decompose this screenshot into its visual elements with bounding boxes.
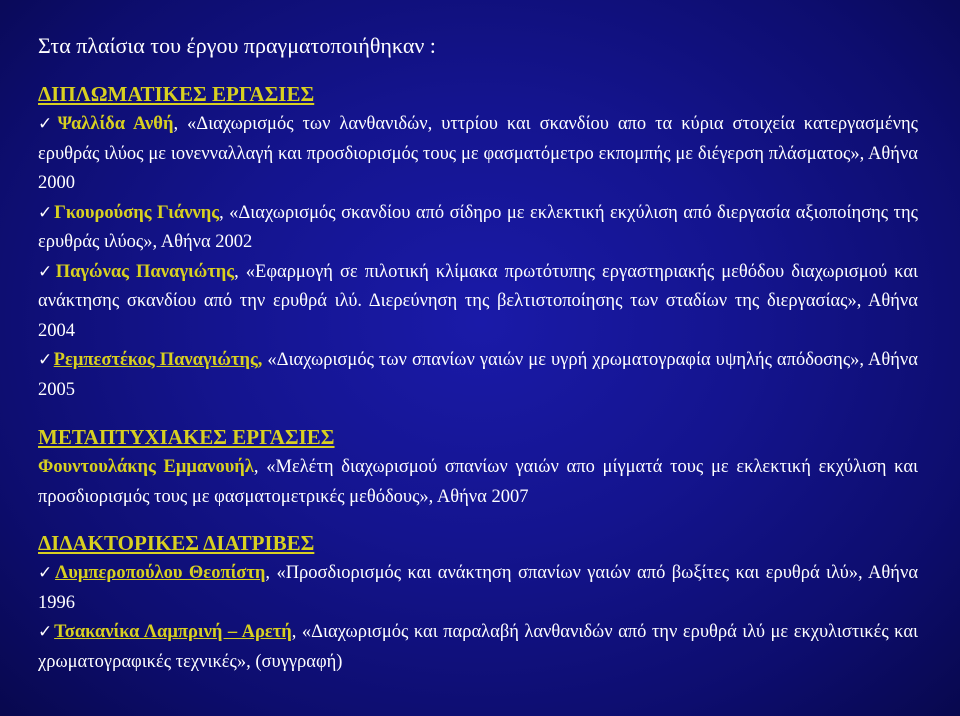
list-item — [38, 346, 918, 405]
check-icon: ✓ — [38, 202, 54, 223]
thesis-description: «Διαχωρισμός των σπανίων γαιών με υγρή χρωματογραφία υψηλής απόδοσης», Αθήνα 2005 — [38, 350, 918, 400]
section-heading-doctoral: ΔΙΔΑΚΤΟΡΙΚΕΣ ΔΙΑΤΡΙΒΕΣ — [38, 531, 315, 555]
check-icon: ✓ — [38, 563, 55, 583]
thesis-description: , «Εφαρμογή σε πιλοτική κλίμακα πρωτότυπης εργαστηριακής μεθόδου διαχωρισμού και ανάκτησης σκανδίου από την ερυθρά ιλύ. Διερεύνηση της βελτιστοποίησης των σταδίων της διεργασίας», Αθήνα 2004 — [38, 261, 918, 341]
list-item — [38, 258, 918, 347]
author-name: Φουντουλάκης Εμμανουήλ — [38, 457, 254, 477]
check-icon: ✓ — [38, 114, 57, 134]
list-item — [38, 110, 918, 199]
author-name: Λυμπεροπούλου Θεοπίστη — [55, 563, 266, 583]
thesis-description: , «Προσδιορισμός και ανάκτηση σπανίων γαιών από βωξίτες και ερυθρά ιλύ», Αθήνα 1996 — [38, 563, 919, 613]
author-name: Ψαλλίδα Ανθή — [57, 114, 174, 134]
author-name: Ρεμπεστέκος Παναγιώτης, — [53, 350, 263, 370]
section-heading-diploma: ΔΙΠΛΩΜΑΤΙΚΕΣ ΕΡΓΑΣΙΕΣ — [38, 82, 315, 106]
thesis-description: , «Διαχωρισμός και παραλαβή λανθανιδών από την ερυθρά ιλύ με εκχυλιστικές και χρωματογραφικές τεχνικές», (συγγραφή) — [38, 622, 918, 672]
thesis-description: , «Μελέτη διαχωρισμού σπανίων γαιών απο μίγματά τους με εκλεκτική εκχύλιση και προσδιορισμός τους με φασματομετρικές μεθόδους», Αθήνα 2007 — [38, 457, 919, 507]
check-icon: ✓ — [38, 350, 53, 370]
list-item — [38, 559, 918, 618]
section-heading-masters: ΜΕΤΑΠΤΥΧΙΑΚΕΣ ΕΡΓΑΣΙΕΣ — [38, 425, 335, 449]
list-item — [38, 618, 918, 677]
slide — [38, 30, 918, 710]
list-item — [38, 199, 918, 258]
author-name: Παγώνας Παναγιώτης — [55, 261, 235, 282]
thesis-description: , «Διαχωρισμός των λανθανιδών, υττρίου και σκανδίου απο τα κύρια στοιχεία κατεργασμένης ερυθράς ιλύος με ιονενναλλαγή και προσδιορισμός τους με φασματόμετρο εκπομπής με διέγερση πλάσματος», Αθήνα 2000 — [38, 114, 918, 193]
author-name: Τσακανίκα Λαμπρινή – Αρετή — [54, 622, 292, 642]
intro-text: Στα πλαίσια του έργου πραγματοποιήθηκαν : — [38, 33, 436, 58]
thesis-description: , «Διαχωρισμός σκανδίου από σίδηρο με εκλεκτική εκχύλιση από διεργασία αξιοποίησης της ερυθράς ιλύος», Αθήνα 2002 — [38, 202, 918, 252]
author-name: Γκουρούσης Γιάννης — [54, 202, 220, 223]
check-icon: ✓ — [38, 622, 54, 642]
check-icon: ✓ — [38, 261, 55, 282]
list-item — [38, 453, 918, 512]
